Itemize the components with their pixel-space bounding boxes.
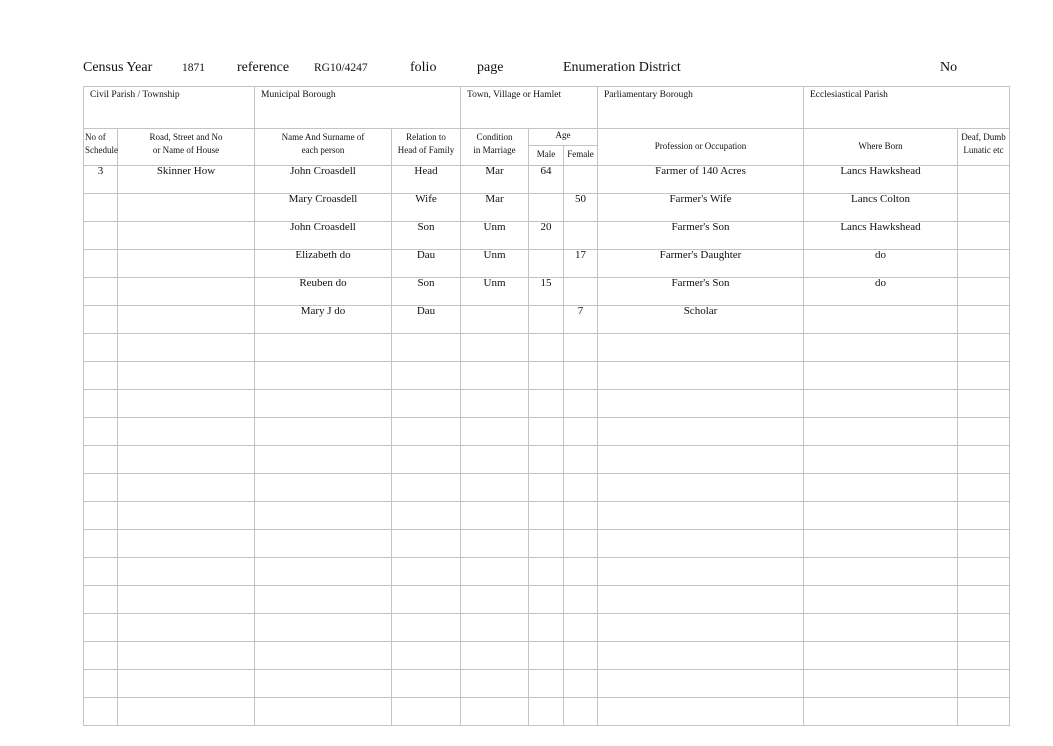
cell-born[interactable]: Lancs Colton xyxy=(804,194,958,222)
cell-road[interactable] xyxy=(118,334,255,362)
cell-road[interactable]: Skinner How xyxy=(118,166,255,194)
cell-name[interactable] xyxy=(255,586,392,614)
cell-name[interactable] xyxy=(255,502,392,530)
cell-male[interactable]: 20 xyxy=(529,222,564,250)
cell-name[interactable] xyxy=(255,362,392,390)
cell-male[interactable] xyxy=(529,306,564,334)
table-row xyxy=(84,250,1010,278)
cell-deaf[interactable] xyxy=(958,390,1010,418)
cell-deaf[interactable] xyxy=(958,642,1010,670)
cell-condition[interactable]: Unm xyxy=(461,250,529,278)
empty-table-row xyxy=(84,334,1010,362)
cell-male[interactable] xyxy=(529,558,564,586)
cell-relation[interactable] xyxy=(392,558,461,586)
empty-table-row xyxy=(84,558,1010,586)
cell-born[interactable] xyxy=(804,418,958,446)
cell-male[interactable] xyxy=(529,194,564,222)
cell-road[interactable] xyxy=(118,642,255,670)
town-village-field[interactable]: Town, Village or Hamlet xyxy=(461,87,598,129)
cell-relation[interactable]: Head xyxy=(392,166,461,194)
cell-schedule[interactable] xyxy=(84,222,118,250)
cell-male[interactable] xyxy=(529,642,564,670)
cell-name[interactable] xyxy=(255,670,392,698)
cell-deaf[interactable] xyxy=(958,474,1010,502)
cell-female[interactable] xyxy=(564,222,598,250)
cell-deaf[interactable] xyxy=(958,446,1010,474)
cell-relation[interactable]: Dau xyxy=(392,306,461,334)
cell-deaf[interactable] xyxy=(958,698,1010,726)
cell-male[interactable] xyxy=(529,586,564,614)
census-year-label: Census Year xyxy=(83,60,153,75)
table-row xyxy=(84,306,1010,334)
empty-table-row xyxy=(84,502,1010,530)
cell-condition[interactable] xyxy=(461,334,529,362)
cell-condition[interactable] xyxy=(461,614,529,642)
cell-male[interactable]: 64 xyxy=(529,166,564,194)
cell-deaf[interactable] xyxy=(958,614,1010,642)
cell-relation[interactable]: Dau xyxy=(392,250,461,278)
table-row xyxy=(84,194,1010,222)
cell-male[interactable] xyxy=(529,334,564,362)
cell-road[interactable] xyxy=(118,614,255,642)
cell-female[interactable] xyxy=(564,446,598,474)
cell-road[interactable] xyxy=(118,194,255,222)
cell-road[interactable] xyxy=(118,446,255,474)
cell-occupation[interactable] xyxy=(598,698,804,726)
cell-relation[interactable] xyxy=(392,614,461,642)
cell-occupation[interactable]: Farmer's Wife xyxy=(598,194,804,222)
cell-schedule[interactable] xyxy=(84,306,118,334)
cell-female[interactable] xyxy=(564,530,598,558)
cell-deaf[interactable] xyxy=(958,222,1010,250)
cell-condition[interactable] xyxy=(461,418,529,446)
cell-born[interactable] xyxy=(804,558,958,586)
cell-occupation[interactable]: Scholar xyxy=(598,306,804,334)
cell-occupation[interactable] xyxy=(598,530,804,558)
cell-relation[interactable]: Son xyxy=(392,222,461,250)
cell-name[interactable] xyxy=(255,446,392,474)
cell-relation[interactable] xyxy=(392,698,461,726)
cell-name[interactable] xyxy=(255,334,392,362)
cell-schedule[interactable] xyxy=(84,558,118,586)
cell-condition[interactable] xyxy=(461,586,529,614)
cell-schedule[interactable] xyxy=(84,530,118,558)
cell-schedule[interactable] xyxy=(84,642,118,670)
cell-schedule[interactable] xyxy=(84,614,118,642)
cell-female[interactable]: 7 xyxy=(564,306,598,334)
cell-born[interactable] xyxy=(804,670,958,698)
cell-name[interactable]: Mary Croasdell xyxy=(255,194,392,222)
cell-condition[interactable]: Mar xyxy=(461,166,529,194)
cell-road[interactable] xyxy=(118,418,255,446)
cell-schedule[interactable] xyxy=(84,362,118,390)
cell-deaf[interactable] xyxy=(958,278,1010,306)
cell-occupation[interactable]: Farmer of 140 Acres xyxy=(598,166,804,194)
cell-road[interactable] xyxy=(118,306,255,334)
census-rows xyxy=(84,166,1010,726)
cell-road[interactable] xyxy=(118,698,255,726)
cell-occupation[interactable]: Farmer's Daughter xyxy=(598,250,804,278)
cell-name[interactable] xyxy=(255,390,392,418)
cell-deaf[interactable] xyxy=(958,306,1010,334)
col-age: Age xyxy=(529,129,598,146)
cell-born[interactable]: do xyxy=(804,278,958,306)
col-relation: Relation to Head of Family xyxy=(392,129,461,166)
cell-name[interactable] xyxy=(255,558,392,586)
cell-occupation[interactable] xyxy=(598,614,804,642)
col-condition: Condition in Marriage xyxy=(461,129,529,166)
cell-name[interactable] xyxy=(255,474,392,502)
cell-female[interactable] xyxy=(564,698,598,726)
cell-schedule[interactable] xyxy=(84,698,118,726)
cell-road[interactable] xyxy=(118,390,255,418)
cell-occupation[interactable] xyxy=(598,670,804,698)
cell-schedule[interactable] xyxy=(84,390,118,418)
cell-female[interactable] xyxy=(564,670,598,698)
cell-road[interactable] xyxy=(118,558,255,586)
empty-table-row xyxy=(84,446,1010,474)
cell-schedule[interactable] xyxy=(84,278,118,306)
cell-female[interactable]: 17 xyxy=(564,250,598,278)
cell-condition[interactable]: Unm xyxy=(461,222,529,250)
cell-occupation[interactable] xyxy=(598,642,804,670)
number-label: No xyxy=(940,60,958,75)
cell-male[interactable] xyxy=(529,390,564,418)
cell-female[interactable] xyxy=(564,474,598,502)
cell-schedule[interactable] xyxy=(84,194,118,222)
empty-table-row xyxy=(84,390,1010,418)
cell-female[interactable] xyxy=(564,586,598,614)
cell-female[interactable] xyxy=(564,502,598,530)
municipal-borough-field[interactable]: Municipal Borough xyxy=(255,87,461,129)
cell-born[interactable] xyxy=(804,474,958,502)
cell-deaf[interactable] xyxy=(958,502,1010,530)
col-where-born: Where Born xyxy=(804,129,958,166)
empty-table-row xyxy=(84,670,1010,698)
reference-label: reference xyxy=(237,60,290,75)
cell-road[interactable] xyxy=(118,222,255,250)
col-road: Road, Street and No or Name of House xyxy=(118,129,255,166)
cell-deaf[interactable] xyxy=(958,418,1010,446)
table-row xyxy=(84,222,1010,250)
cell-relation[interactable] xyxy=(392,474,461,502)
cell-male[interactable] xyxy=(529,418,564,446)
cell-occupation[interactable] xyxy=(598,362,804,390)
cell-condition[interactable] xyxy=(461,558,529,586)
cell-deaf[interactable] xyxy=(958,194,1010,222)
cell-occupation[interactable] xyxy=(598,446,804,474)
cell-deaf[interactable] xyxy=(958,166,1010,194)
table-row xyxy=(84,278,1010,306)
cell-occupation[interactable]: Farmer's Son xyxy=(598,278,804,306)
cell-born[interactable] xyxy=(804,334,958,362)
cell-name[interactable] xyxy=(255,614,392,642)
cell-road[interactable] xyxy=(118,362,255,390)
cell-deaf[interactable] xyxy=(958,334,1010,362)
cell-relation[interactable] xyxy=(392,334,461,362)
cell-deaf[interactable] xyxy=(958,558,1010,586)
cell-name[interactable] xyxy=(255,530,392,558)
empty-table-row xyxy=(84,362,1010,390)
cell-born[interactable] xyxy=(804,502,958,530)
cell-male[interactable] xyxy=(529,250,564,278)
cell-schedule[interactable] xyxy=(84,334,118,362)
cell-name[interactable] xyxy=(255,698,392,726)
cell-schedule[interactable] xyxy=(84,586,118,614)
cell-relation[interactable] xyxy=(392,642,461,670)
cell-occupation[interactable] xyxy=(598,418,804,446)
cell-name[interactable]: Mary J do xyxy=(255,306,392,334)
cell-female[interactable] xyxy=(564,166,598,194)
cell-occupation[interactable] xyxy=(598,558,804,586)
cell-female[interactable] xyxy=(564,558,598,586)
col-age-female: Female xyxy=(564,145,598,165)
cell-road[interactable] xyxy=(118,586,255,614)
empty-table-row xyxy=(84,530,1010,558)
cell-female[interactable] xyxy=(564,418,598,446)
cell-occupation[interactable] xyxy=(598,474,804,502)
cell-relation[interactable] xyxy=(392,418,461,446)
col-deaf: Deaf, Dumb Lunatic etc xyxy=(958,129,1010,166)
cell-male[interactable] xyxy=(529,446,564,474)
cell-occupation[interactable] xyxy=(598,334,804,362)
cell-relation[interactable] xyxy=(392,390,461,418)
cell-relation[interactable] xyxy=(392,446,461,474)
cell-name[interactable]: Reuben do xyxy=(255,278,392,306)
cell-road[interactable] xyxy=(118,250,255,278)
column-headers xyxy=(84,129,1010,166)
cell-schedule[interactable] xyxy=(84,250,118,278)
cell-deaf[interactable] xyxy=(958,362,1010,390)
cell-name[interactable]: John Croasdell xyxy=(255,222,392,250)
cell-name[interactable] xyxy=(255,418,392,446)
cell-born[interactable] xyxy=(804,698,958,726)
cell-condition[interactable] xyxy=(461,306,529,334)
col-schedule: No of Schedule xyxy=(84,129,118,166)
cell-male[interactable] xyxy=(529,530,564,558)
census-form xyxy=(83,86,1010,726)
cell-male[interactable] xyxy=(529,614,564,642)
cell-male[interactable] xyxy=(529,670,564,698)
cell-male[interactable] xyxy=(529,362,564,390)
cell-born[interactable] xyxy=(804,530,958,558)
cell-born[interactable] xyxy=(804,306,958,334)
cell-road[interactable] xyxy=(118,278,255,306)
cell-schedule[interactable] xyxy=(84,670,118,698)
cell-condition[interactable]: Unm xyxy=(461,278,529,306)
col-age-male: Male xyxy=(529,145,564,165)
cell-born[interactable]: do xyxy=(804,250,958,278)
cell-female[interactable]: 50 xyxy=(564,194,598,222)
cell-deaf[interactable] xyxy=(958,530,1010,558)
cell-condition[interactable] xyxy=(461,698,529,726)
cell-born[interactable]: Lancs Hawkshead xyxy=(804,166,958,194)
cell-name[interactable]: John Croasdell xyxy=(255,166,392,194)
cell-female[interactable] xyxy=(564,642,598,670)
cell-deaf[interactable] xyxy=(958,586,1010,614)
cell-schedule[interactable] xyxy=(84,474,118,502)
cell-born[interactable] xyxy=(804,586,958,614)
cell-condition[interactable] xyxy=(461,474,529,502)
ecclesiastical-parish-field[interactable]: Ecclesiastical Parish xyxy=(804,87,1010,129)
cell-relation[interactable]: Son xyxy=(392,278,461,306)
cell-condition[interactable] xyxy=(461,446,529,474)
cell-female[interactable] xyxy=(564,390,598,418)
cell-name[interactable] xyxy=(255,642,392,670)
cell-female[interactable] xyxy=(564,334,598,362)
civil-parish-field[interactable]: Civil Parish / Township xyxy=(84,87,255,129)
cell-condition[interactable] xyxy=(461,390,529,418)
cell-road[interactable] xyxy=(118,502,255,530)
cell-condition[interactable] xyxy=(461,670,529,698)
empty-table-row xyxy=(84,698,1010,726)
cell-female[interactable] xyxy=(564,362,598,390)
cell-born[interactable] xyxy=(804,446,958,474)
cell-name[interactable]: Elizabeth do xyxy=(255,250,392,278)
reference-value: RG10/4247 xyxy=(314,62,368,74)
cell-relation[interactable] xyxy=(392,586,461,614)
cell-female[interactable] xyxy=(564,614,598,642)
cell-schedule[interactable] xyxy=(84,418,118,446)
cell-relation[interactable]: Wife xyxy=(392,194,461,222)
empty-table-row xyxy=(84,614,1010,642)
cell-deaf[interactable] xyxy=(958,670,1010,698)
parliamentary-borough-field[interactable]: Parliamentary Borough xyxy=(598,87,804,129)
cell-deaf[interactable] xyxy=(958,250,1010,278)
empty-table-row xyxy=(84,586,1010,614)
cell-schedule[interactable] xyxy=(84,446,118,474)
cell-male[interactable] xyxy=(529,698,564,726)
cell-road[interactable] xyxy=(118,530,255,558)
cell-born[interactable] xyxy=(804,390,958,418)
cell-occupation[interactable] xyxy=(598,586,804,614)
enumeration-district-label: Enumeration District xyxy=(563,60,681,75)
page-label: page xyxy=(477,60,504,75)
cell-born[interactable] xyxy=(804,362,958,390)
parish-fields xyxy=(84,87,1010,129)
cell-occupation[interactable] xyxy=(598,502,804,530)
cell-born[interactable] xyxy=(804,642,958,670)
cell-male[interactable] xyxy=(529,502,564,530)
cell-condition[interactable] xyxy=(461,502,529,530)
cell-road[interactable] xyxy=(118,670,255,698)
cell-occupation[interactable] xyxy=(598,390,804,418)
cell-relation[interactable] xyxy=(392,530,461,558)
cell-condition[interactable] xyxy=(461,530,529,558)
cell-female[interactable] xyxy=(564,278,598,306)
cell-occupation[interactable]: Farmer's Son xyxy=(598,222,804,250)
cell-born[interactable] xyxy=(804,614,958,642)
cell-schedule[interactable] xyxy=(84,502,118,530)
empty-table-row xyxy=(84,418,1010,446)
census-year-value: 1871 xyxy=(182,62,205,74)
folio-label: folio xyxy=(410,60,437,75)
col-occupation: Profession or Occupation xyxy=(598,129,804,166)
empty-table-row xyxy=(84,642,1010,670)
cell-condition[interactable]: Mar xyxy=(461,194,529,222)
table-row xyxy=(84,166,1010,194)
cell-condition[interactable] xyxy=(461,362,529,390)
cell-relation[interactable] xyxy=(392,362,461,390)
cell-road[interactable] xyxy=(118,474,255,502)
cell-male[interactable]: 15 xyxy=(529,278,564,306)
cell-relation[interactable] xyxy=(392,670,461,698)
cell-male[interactable] xyxy=(529,474,564,502)
col-name: Name And Surname of each person xyxy=(255,129,392,166)
cell-schedule[interactable]: 3 xyxy=(84,166,118,194)
cell-condition[interactable] xyxy=(461,642,529,670)
empty-table-row xyxy=(84,474,1010,502)
cell-born[interactable]: Lancs Hawkshead xyxy=(804,222,958,250)
cell-relation[interactable] xyxy=(392,502,461,530)
